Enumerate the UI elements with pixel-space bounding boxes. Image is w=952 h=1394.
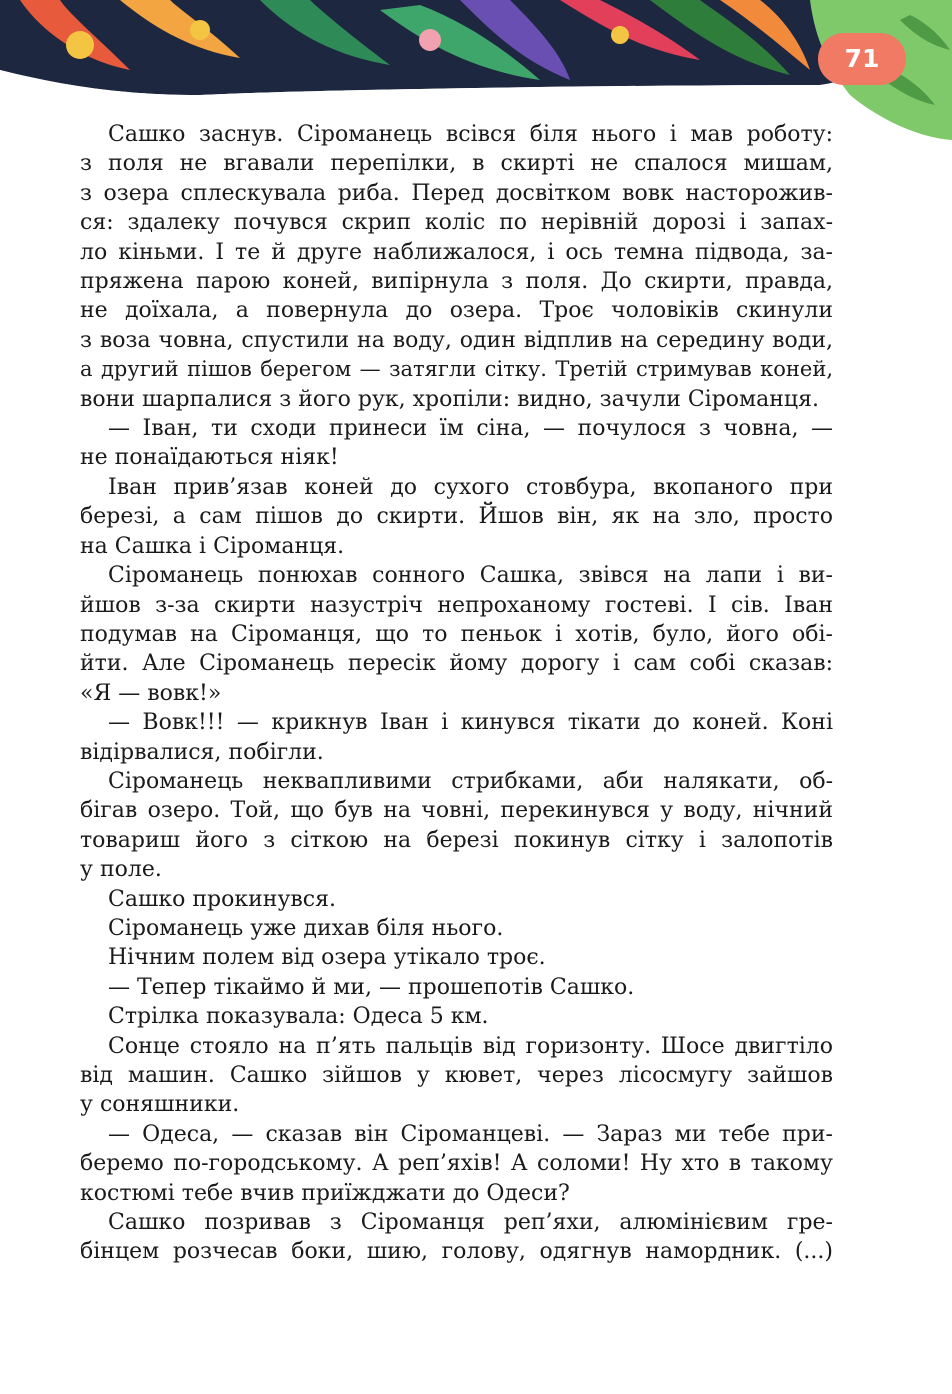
text-line: Сашко заснув. Сіроманець всівся біля нього і мав роботу: — [108, 122, 833, 147]
story-text — [80, 120, 833, 1267]
flower-icon — [611, 26, 629, 44]
text-line: бігав озеро. Той, що був на човні, перекинувся у воду, нічний — [80, 798, 833, 824]
text-line: а другий пішов берегом — затягли сітку. Третій стримував коней, — [80, 357, 833, 382]
text-line: з воза човна, спустили на воду, один відплив на середину води, — [80, 327, 833, 353]
flower-icon — [190, 20, 210, 40]
text-line: Іван прив’язав коней до сухого стовбура, вкопаного при — [108, 474, 833, 500]
flower-icon — [66, 31, 94, 59]
text-line: Сіроманець неквапливими стрибками, аби налякати, об- — [108, 768, 833, 794]
text-line: йти. Але Сіроманець пересік йому дорогу і сам собі сказав: — [80, 651, 833, 677]
text-line: не понаїдаються ніяк! — [80, 445, 339, 471]
text-line: бінцем розчесав боки, шию, голову, одягнув намордник. (...) — [80, 1239, 833, 1265]
text-line: з поля не вгавали перепілки, в скирті не спалося мишам, — [80, 151, 833, 177]
text-line: — Іван, ти сходи принеси їм сіна, — почулося з човна, — — [108, 416, 833, 442]
text-line: йшов з-за скирти назустріч непроханому гостеві. І сів. Іван — [80, 592, 833, 618]
text-line: — Вовк!!! — крикнув Іван і кинувся тікати до коней. Коні — [108, 710, 833, 736]
text-line: «Я — вовк!» — [80, 680, 222, 706]
text-line: на Сашка і Сіроманця. — [80, 533, 345, 559]
text-line: костюмі тебе вчив приїжджати до Одеси? — [80, 1180, 570, 1206]
text-line: Сашко позривав з Сіроманця реп’яхи, алюмінієвим гре- — [108, 1210, 833, 1236]
text-line: пряжена парою коней, випірнула з поля. До скирти, правда, — [80, 269, 833, 295]
text-line: не доїхала, а повернула до озера. Троє чоловіків скинули — [80, 298, 833, 324]
text-line: березі, а сам пішов до скирти. Йшов він, як на зло, просто — [80, 504, 833, 530]
text-line: товариш його з сіткою на березі покинув сітку і залопотів — [80, 827, 833, 853]
page-number-badge: 71 — [818, 33, 906, 85]
text-line: Сіроманець понюхав сонного Сашка, звівся на лапи і ви- — [108, 563, 833, 589]
text-line: — Тепер тікаймо й ми, — прошепотів Сашко. — [108, 974, 635, 1000]
text-line: Сашко прокинувся. — [108, 886, 336, 912]
flower-icon — [419, 29, 441, 51]
text-line: у соняшники. — [80, 1092, 240, 1118]
text-line: ся: здалеку почувся скрип коліс по нерівній дорозі і запах- — [80, 210, 833, 236]
text-line: відірвалися, побігли. — [80, 739, 324, 765]
text-line: ло кіньми. І те й друге наближалося, і ось темна підвода, за- — [80, 239, 833, 265]
text-line: Нічним полем від озера утікало троє. — [108, 945, 546, 971]
text-line: Сіроманець уже дихав біля нього. — [108, 915, 504, 941]
text-line: беремо по-городському. А реп’яхів! А соломи! Ну хто в такому — [80, 1151, 833, 1177]
text-line: від машин. Сашко зійшов у кювет, через лісосмугу зайшов — [80, 1063, 833, 1088]
text-line: вони шарпалися з його рук, хропіли: видно, зачули Сіроманця. — [80, 386, 819, 412]
text-line: Стрілка показувала: Одеса 5 км. — [108, 1004, 489, 1030]
text-line: — Одеса, — сказав він Сіроманцеві. — Зараз ми тебе при- — [108, 1121, 833, 1147]
text-line: з озера сплескувала риба. Перед досвітком вовк насторожив- — [80, 180, 833, 206]
text-line: у поле. — [80, 857, 162, 883]
text-line: подумав на Сіроманця, що то пеньок і хотів, було, його обі- — [80, 621, 833, 647]
text-line: Сонце стояло на п’ять пальців від горизонту. Шосе двигтіло — [108, 1033, 833, 1059]
